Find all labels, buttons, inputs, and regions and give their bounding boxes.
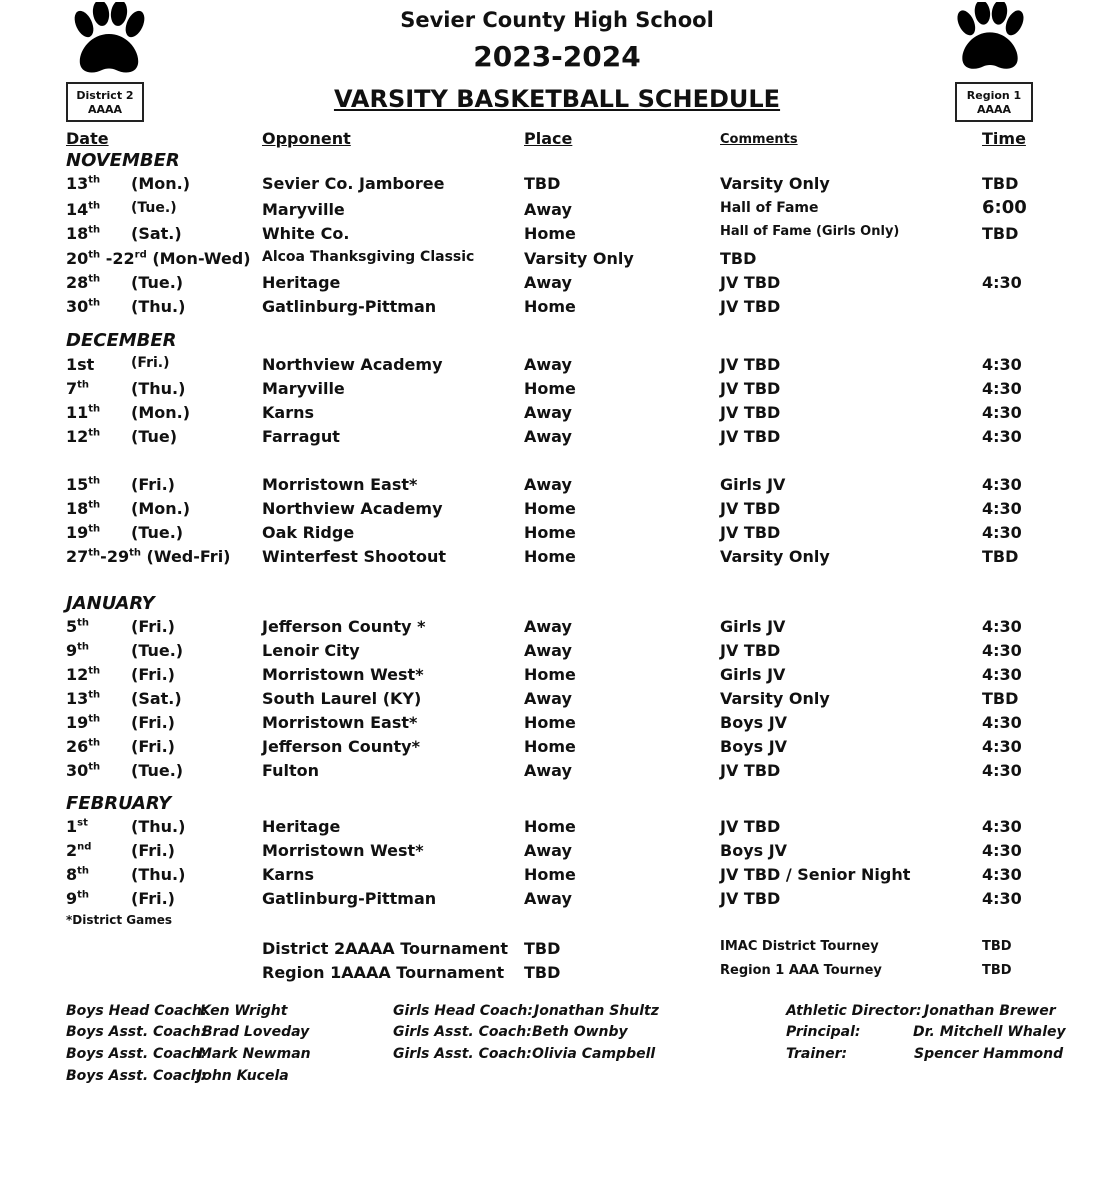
schedule-row	[0, 427, 1114, 451]
game-opponent: Lenoir City	[262, 641, 360, 660]
game-opponent: Karns	[262, 403, 314, 422]
date-suffix: th	[88, 737, 101, 749]
game-comments: Varsity Only	[720, 689, 830, 708]
staff-name: John Kucela	[197, 1068, 289, 1084]
game-comments: TBD	[720, 249, 757, 268]
game-opponent: Gatlinburg-Pittman	[262, 297, 437, 316]
game-comments: Girls JV	[720, 665, 786, 684]
staff-name: Mark Newman	[198, 1046, 311, 1062]
game-comments: JV TBD	[720, 641, 781, 660]
schedule-row	[0, 665, 1114, 689]
date-suffix: th	[88, 689, 101, 701]
game-time: TBD	[982, 547, 1019, 566]
game-comments: Varsity Only	[720, 174, 830, 193]
game-comments: JV TBD	[720, 761, 781, 780]
game-date: 14th	[66, 200, 101, 219]
game-date: 1st	[66, 817, 88, 836]
game-time: TBD	[982, 224, 1019, 243]
schedule-row	[0, 865, 1114, 889]
schedule-row	[0, 224, 1114, 248]
tournament-time: TBD	[982, 963, 1012, 978]
game-time: 4:30	[982, 889, 1022, 908]
staff-role: Boys Asst. Coach:	[66, 1024, 207, 1040]
game-place: Away	[524, 200, 572, 219]
game-date: 7th	[66, 379, 90, 398]
game-place: Away	[524, 403, 572, 422]
game-opponent: Northview Academy	[262, 355, 443, 374]
game-place: Home	[524, 817, 576, 836]
game-comments: JV TBD	[720, 889, 781, 908]
game-comments: JV TBD	[720, 355, 781, 374]
game-place: Home	[524, 379, 576, 398]
staff-name: Olivia Campbell	[532, 1046, 656, 1062]
game-time: 4:30	[982, 841, 1022, 860]
schedule-row	[0, 523, 1114, 547]
game-date: 13th	[66, 174, 101, 193]
game-date: 18th	[66, 224, 101, 243]
game-comments: JV TBD	[720, 523, 781, 542]
game-weekday: (Sat.)	[131, 224, 182, 243]
game-opponent: Morristown West*	[262, 841, 424, 860]
date-suffix: th	[77, 617, 90, 629]
game-opponent: White Co.	[262, 224, 350, 243]
staff-role: Athletic Director:	[786, 1003, 922, 1019]
staff-role: Girls Asst. Coach:	[393, 1046, 532, 1062]
game-place: Home	[524, 547, 576, 566]
game-opponent: Sevier Co. Jamboree	[262, 174, 445, 193]
game-opponent: Oak Ridge	[262, 523, 355, 542]
tournament-name: Region 1AAAA Tournament	[262, 963, 505, 982]
game-time: 4:30	[982, 713, 1022, 732]
game-comments: JV TBD / Senior Night	[720, 865, 911, 884]
date-suffix: rd	[134, 249, 147, 261]
game-place: Away	[524, 641, 572, 660]
game-weekday: (Tue.)	[131, 761, 184, 780]
game-date: 2nd	[66, 841, 92, 860]
date-suffix: th	[88, 297, 101, 309]
game-date: 28th	[66, 273, 101, 292]
game-time: 4:30	[982, 427, 1022, 446]
game-date: 12th	[66, 665, 101, 684]
staff-name: Jonathan Brewer	[924, 1003, 1056, 1019]
game-time: 4:30	[982, 617, 1022, 636]
game-place: Away	[524, 689, 572, 708]
date-suffix: th	[88, 249, 101, 261]
schedule-row	[0, 249, 1114, 273]
game-place: Away	[524, 427, 572, 446]
game-time: 4:30	[982, 499, 1022, 518]
col-header-place: Place	[524, 129, 573, 148]
game-opponent: Heritage	[262, 817, 341, 836]
date-suffix: th	[129, 547, 141, 559]
game-opponent: Farragut	[262, 427, 340, 446]
game-opponent: Winterfest Shootout	[262, 547, 447, 566]
date-suffix: th	[77, 379, 90, 391]
schedule-row	[0, 273, 1114, 297]
game-date: 12th	[66, 427, 101, 446]
month-november: NOVEMBER	[66, 150, 180, 171]
game-date: 19th	[66, 713, 101, 732]
region-badge-line2: AAAA	[976, 103, 1012, 116]
tournament-row	[0, 963, 1114, 987]
game-weekday: (Fri.)	[131, 617, 175, 636]
schedule-row	[0, 817, 1114, 841]
game-place: Home	[524, 523, 576, 542]
schedule-row	[0, 889, 1114, 913]
staff-role: Girls Head Coach:	[393, 1003, 533, 1019]
season-title: 2023-2024	[473, 40, 641, 73]
game-time: 6:00	[982, 197, 1027, 218]
game-date: 13th	[66, 689, 101, 708]
game-opponent: Karns	[262, 865, 314, 884]
game-date: 5th	[66, 617, 90, 636]
game-opponent: Morristown East*	[262, 475, 418, 494]
game-weekday: (Tue.)	[131, 273, 184, 292]
game-opponent: Maryville	[262, 200, 345, 219]
game-weekday: (Fri.)	[131, 889, 175, 908]
schedule-row	[0, 737, 1114, 761]
schedule-row	[0, 761, 1114, 785]
game-weekday: (Fri.)	[131, 737, 175, 756]
game-place: Home	[524, 499, 576, 518]
game-weekday: (Thu.)	[131, 865, 186, 884]
date-suffix: th	[88, 174, 101, 186]
game-date: 30th	[66, 761, 101, 780]
game-comments: JV TBD	[720, 297, 781, 316]
game-comments: JV TBD	[720, 499, 781, 518]
staff-role: Boys Head Coach:	[66, 1003, 208, 1019]
game-place: Away	[524, 617, 572, 636]
date-suffix: th	[88, 499, 101, 511]
game-comments: JV TBD	[720, 817, 781, 836]
game-time: 4:30	[982, 641, 1022, 660]
schedule-row	[0, 617, 1114, 641]
date-suffix: th	[88, 403, 101, 415]
date-suffix: th	[77, 889, 90, 901]
game-opponent: Alcoa Thanksgiving Classic	[262, 249, 475, 265]
date-suffix: th	[88, 224, 101, 236]
schedule-row	[0, 197, 1114, 224]
game-opponent: Fulton	[262, 761, 320, 780]
game-place: Away	[524, 841, 572, 860]
staff-name: Jonathan Shultz	[534, 1003, 659, 1019]
game-comments: JV TBD	[720, 273, 781, 292]
school-name: Sevier County High School	[400, 8, 714, 32]
game-time: 4:30	[982, 665, 1022, 684]
game-time: 4:30	[982, 865, 1022, 884]
schedule-row	[0, 355, 1114, 379]
game-opponent: South Laurel (KY)	[262, 689, 422, 708]
district-badge-line1: District 2	[76, 89, 134, 102]
game-date: 8th	[66, 865, 90, 884]
col-header-date: Date	[66, 129, 109, 148]
game-time: 4:30	[982, 737, 1022, 756]
game-date: 26th	[66, 737, 101, 756]
game-comments: Boys JV	[720, 737, 788, 756]
tournament-time: TBD	[982, 939, 1012, 954]
staff-name: Brad Loveday	[202, 1024, 310, 1040]
date-suffix: th	[88, 713, 101, 725]
game-place: TBD	[524, 174, 561, 193]
staff-role: Trainer:	[786, 1046, 848, 1062]
game-date: 20th -22rd (Mon-Wed)	[66, 249, 251, 268]
game-weekday: (Sat.)	[131, 689, 182, 708]
game-date: 27th-29th (Wed-Fri)	[66, 547, 231, 566]
game-comments: Hall of Fame	[720, 200, 819, 216]
month-december: DECEMBER	[66, 330, 177, 351]
game-place: Home	[524, 224, 576, 243]
tournament-name: District 2AAAA Tournament	[262, 939, 509, 958]
district-badge-line2: AAAA	[87, 103, 123, 116]
game-comments: Girls JV	[720, 617, 786, 636]
district-games-note: *District Games	[66, 913, 173, 927]
schedule-row	[0, 689, 1114, 713]
game-date: 18th	[66, 499, 101, 518]
game-weekday: (Tue)	[131, 427, 178, 446]
game-opponent: Gatlinburg-Pittman	[262, 889, 437, 908]
game-time: TBD	[982, 689, 1019, 708]
tournament-comments: IMAC District Tourney	[720, 939, 879, 954]
game-comments: JV TBD	[720, 427, 781, 446]
game-date: 30th	[66, 297, 101, 316]
schedule-row	[0, 547, 1114, 571]
schedule-row	[0, 499, 1114, 523]
game-comments: Girls JV	[720, 475, 786, 494]
game-weekday: (Thu.)	[131, 817, 186, 836]
game-time: 4:30	[982, 355, 1022, 374]
game-weekday: (Mon.)	[131, 499, 191, 518]
schedule-row	[0, 713, 1114, 737]
schedule-row	[0, 403, 1114, 427]
game-weekday: (Fri.)	[131, 713, 175, 732]
game-place: Away	[524, 761, 572, 780]
game-weekday: (Mon.)	[131, 403, 191, 422]
game-time: 4:30	[982, 273, 1022, 292]
date-suffix: th	[77, 865, 90, 877]
game-time: 4:30	[982, 379, 1022, 398]
col-header-time: Time	[982, 129, 1026, 148]
game-opponent: Jefferson County*	[262, 737, 420, 756]
game-place: Home	[524, 297, 576, 316]
date-suffix: th	[88, 523, 101, 535]
game-date: 19th	[66, 523, 101, 542]
staff-role: Boys Asst. Coach:	[66, 1046, 207, 1062]
game-time: 4:30	[982, 523, 1022, 542]
game-weekday: (Thu.)	[131, 297, 186, 316]
game-place: Home	[524, 665, 576, 684]
game-opponent: Morristown West*	[262, 665, 424, 684]
game-comments: Varsity Only	[720, 547, 830, 566]
game-weekday: (Tue.)	[131, 641, 184, 660]
game-opponent: Jefferson County *	[262, 617, 426, 636]
schedule-row	[0, 841, 1114, 865]
tournament-place: TBD	[524, 963, 561, 982]
game-time: 4:30	[982, 761, 1022, 780]
game-opponent: Heritage	[262, 273, 341, 292]
game-weekday: (Mon.)	[131, 174, 191, 193]
schedule-row	[0, 379, 1114, 403]
date-suffix: th	[77, 641, 90, 653]
game-place: Away	[524, 889, 572, 908]
schedule-row	[0, 475, 1114, 499]
date-suffix: th	[88, 547, 101, 559]
game-comments: Boys JV	[720, 713, 788, 732]
col-header-comments: Comments	[720, 132, 798, 147]
schedule-row	[0, 174, 1114, 198]
game-comments: JV TBD	[720, 379, 781, 398]
game-place: Away	[524, 273, 572, 292]
game-opponent: Northview Academy	[262, 499, 443, 518]
game-weekday: (Tue.)	[131, 200, 177, 216]
date-suffix: th	[88, 761, 101, 773]
tournament-comments: Region 1 AAA Tourney	[720, 963, 882, 978]
schedule-row	[0, 641, 1114, 665]
game-weekday: (Thu.)	[131, 379, 186, 398]
game-date: 15th	[66, 475, 101, 494]
staff-name: Spencer Hammond	[914, 1046, 1064, 1062]
game-weekday: (Fri.)	[131, 841, 175, 860]
game-time: 4:30	[982, 403, 1022, 422]
schedule-row	[0, 297, 1114, 321]
staff-name: Dr. Mitchell Whaley	[913, 1024, 1066, 1040]
game-comments: Boys JV	[720, 841, 788, 860]
date-suffix: th	[88, 200, 101, 212]
staff-name: Ken Wright	[200, 1003, 288, 1019]
game-opponent: Maryville	[262, 379, 345, 398]
game-date: 1st	[66, 355, 95, 374]
game-time: TBD	[982, 174, 1019, 193]
game-date: 9th	[66, 889, 90, 908]
game-place: Home	[524, 865, 576, 884]
game-comments: JV TBD	[720, 403, 781, 422]
tournament-place: TBD	[524, 939, 561, 958]
game-comments: Hall of Fame (Girls Only)	[720, 224, 900, 239]
staff-name: Beth Ownby	[532, 1024, 628, 1040]
month-february: FEBRUARY	[66, 793, 172, 814]
date-suffix: th	[88, 475, 101, 487]
date-suffix: th	[88, 273, 101, 285]
date-suffix: th	[88, 665, 101, 677]
month-january: JANUARY	[66, 593, 155, 614]
game-time: 4:30	[982, 817, 1022, 836]
date-suffix: st	[77, 817, 88, 829]
tournament-row	[0, 939, 1114, 963]
game-weekday: (Fri.)	[131, 665, 175, 684]
schedule-title: VARSITY BASKETBALL SCHEDULE	[333, 85, 781, 113]
game-opponent: Morristown East*	[262, 713, 418, 732]
game-weekday: (Fri.)	[131, 355, 170, 371]
region-badge-line1: Region 1	[966, 89, 1022, 102]
col-header-opponent: Opponent	[262, 129, 351, 148]
game-place: Away	[524, 355, 572, 374]
game-place: Home	[524, 737, 576, 756]
game-time: 4:30	[982, 475, 1022, 494]
date-suffix: nd	[77, 841, 92, 853]
staff-role: Boys Asst. Coach:	[66, 1068, 207, 1084]
staff-role: Girls Asst. Coach:	[393, 1024, 532, 1040]
game-date: 9th	[66, 641, 90, 660]
game-place: Away	[524, 475, 572, 494]
game-date: 11th	[66, 403, 101, 422]
game-place: Home	[524, 713, 576, 732]
game-weekday: (Fri.)	[131, 475, 175, 494]
game-place: Varsity Only	[524, 249, 634, 268]
date-suffix: th	[88, 427, 101, 439]
game-weekday: (Tue.)	[131, 523, 184, 542]
staff-role: Principal:	[786, 1024, 861, 1040]
